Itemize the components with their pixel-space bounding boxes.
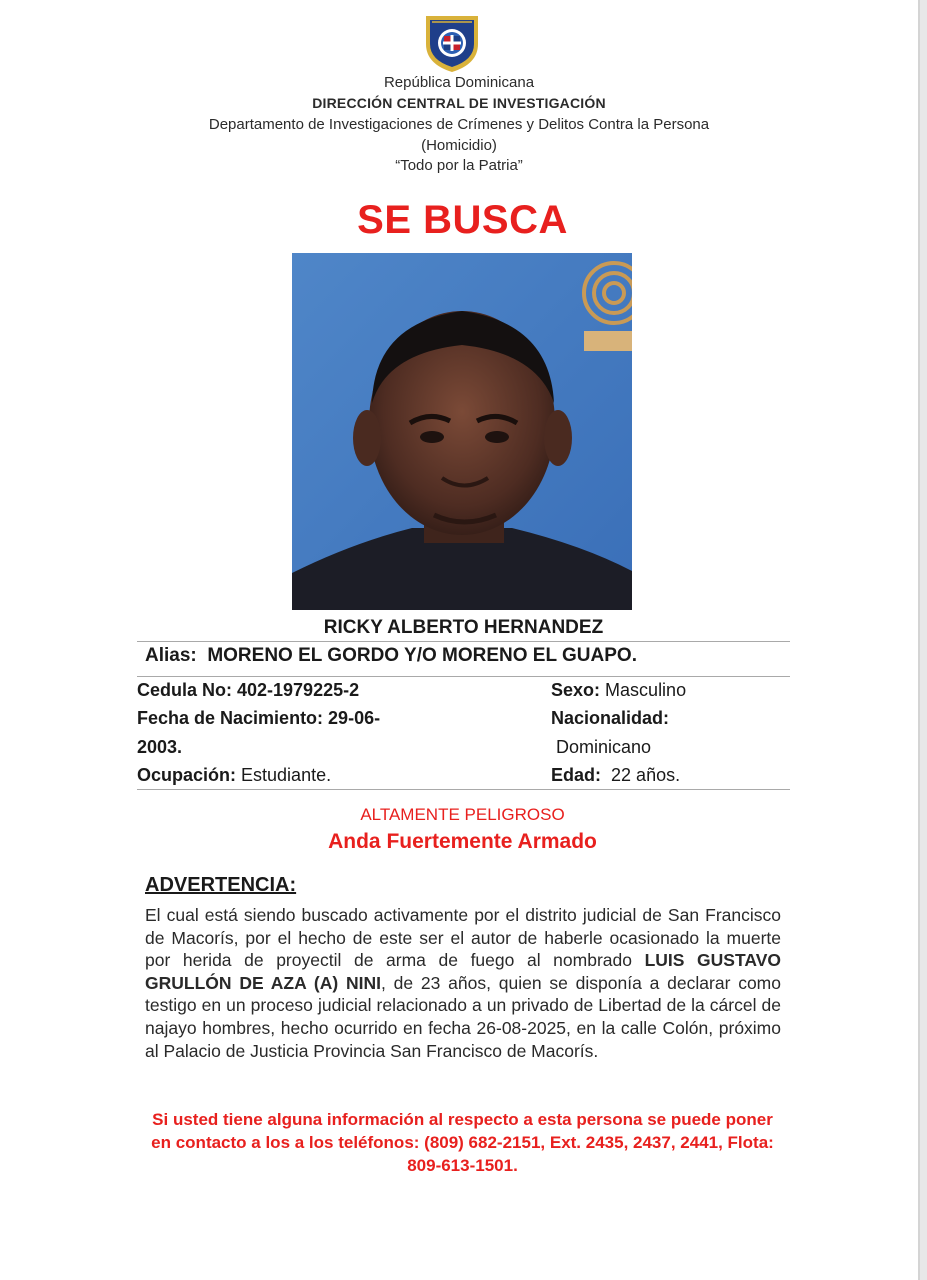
danger-warning: ALTAMENTE PELIGROSO: [360, 805, 565, 824]
age-value: 22 años.: [611, 765, 681, 785]
page-edge: [920, 0, 927, 1280]
warning-body: [145, 904, 781, 1062]
alias-value: MORENO EL GORDO Y/O MORENO EL GUAPO.: [207, 645, 637, 666]
divider: [137, 641, 790, 642]
cedula-field: Cedula No: 402-1979225-2: [137, 680, 360, 700]
department-name: Departamento de Investigaciones de Crímenes y Delitos Contra la Persona: [208, 116, 710, 133]
country-name: República Dominicana: [383, 74, 535, 91]
occupation-label: Ocupación:: [137, 765, 237, 785]
alias-row: [145, 645, 637, 667]
suspect-photo: [292, 253, 632, 610]
unit-name: (Homicidio): [421, 137, 497, 154]
occupation-field: [137, 765, 331, 786]
sex-value: Masculino: [605, 680, 687, 700]
nationality-label: Nacionalidad:: [551, 708, 670, 728]
page-title: SE BUSCA: [357, 198, 568, 242]
warning-heading: ADVERTENCIA:: [145, 874, 297, 896]
birth-date-line2: 2003.: [137, 737, 183, 757]
age-label: Edad:: [551, 765, 602, 785]
divider: [137, 789, 790, 790]
sex-label: Sexo:: [551, 680, 601, 700]
armed-warning: Anda Fuertemente Armado: [328, 830, 597, 853]
contact-info: Si usted tiene alguna información al respecto a esta persona se puede poner en contacto a los a los teléfonos: (809) 682-2151, Ext. 2435, 2437, 2441, Flota: 809-613-1501.: [151, 1110, 774, 1175]
suspect-name: RICKY ALBERTO HERNANDEZ: [323, 617, 604, 638]
birth-date-line1: Fecha de Nacimiento: 29-06-: [137, 708, 381, 728]
motto: “Todo por la Patria”: [395, 157, 523, 174]
agency-name: DIRECCIÓN CENTRAL DE INVESTIGACIÓN: [312, 95, 606, 111]
alias-label: Alias:: [145, 645, 197, 666]
age-field: [551, 765, 680, 786]
divider: [137, 676, 790, 677]
occupation-value: Estudiante.: [241, 765, 332, 785]
warning-text-before: El cual está siendo buscado activamente por el distrito judicial de San Francisco de Macorís, por el hecho de este ser el autor de haberle ocasionado la muerte por herida de proyectil de arma de fuego al nombrado: [145, 905, 781, 971]
sex-field: [551, 680, 686, 701]
victim-name: LUIS GUSTAVO GRULLÓN DE AZA (A) NINI: [145, 950, 781, 993]
nationality-value: Dominicano: [556, 737, 652, 757]
warning-text-after: , de 23 años, quien se disponía a declarar como testigo en un proceso judicial relacionado a un privado de Libertad de la cárcel de najayo hombres, hecho ocurrido en fecha 26-08-2025, en la calle Colón, próximo al Palacio de Justicia Provincia San Francisco de Macorís.: [145, 972, 781, 1061]
dicrim-shield-icon: [420, 14, 484, 74]
